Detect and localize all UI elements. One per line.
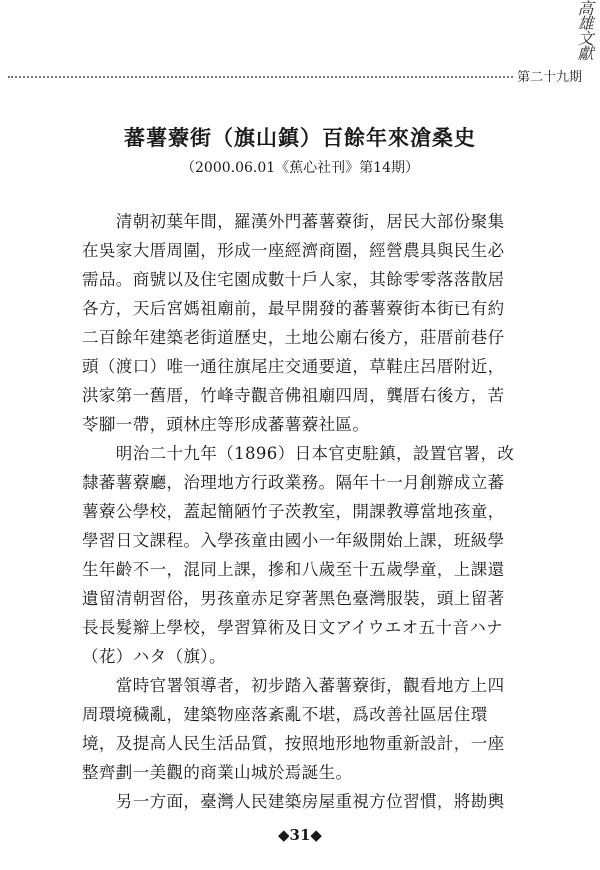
- journal-calligraphy-logo: 高雄文獻: [575, 0, 594, 60]
- body-line: 各方，天后宮媽祖廟前，最早開發的蕃薯藔街本街已有約: [82, 299, 505, 318]
- article-source: （2000.06.01《蕉心社刊》第14期）: [181, 160, 419, 176]
- body-line: 二百餘年建築老街道歷史，土地公廟右後方，莊厝前巷仔: [82, 328, 505, 347]
- body-line: （花）ハタ（旗）。: [82, 647, 226, 666]
- body-line: 明治二十九年（1896）日本官吏駐鎮，設置官署，改: [82, 444, 515, 463]
- body-line: 遺留清朝習俗，男孩童赤足穿著黑色臺灣服裝，頭上留著: [82, 589, 505, 608]
- page-number: ◆31◆: [278, 826, 322, 844]
- body-line: 周環境穢亂，建築物座落紊亂不堪，爲改善社區居住環: [82, 705, 488, 724]
- header-dotted-rule: [8, 76, 513, 78]
- body-line: 在吳家大厝周圍，形成一座經濟商圈，經營農具與民生必: [82, 241, 505, 260]
- body-line: 需品。商號以及住宅園成數十戶人家，其餘零零落落散居: [82, 270, 505, 289]
- article-body: [82, 207, 522, 816]
- article-title: 蕃薯藔街（旗山鎮）百餘年來滄桑史: [124, 125, 476, 150]
- body-line: 另一方面，臺灣人民建築房屋重視方位習慣，將勘輿: [82, 792, 505, 811]
- body-line: 苓腳一帶，頭林庄等形成蕃薯藔社區。: [82, 415, 370, 434]
- body-line: 學習日文課程。入學孩童由國小一年級開始上課，班級學: [82, 531, 505, 550]
- body-line: 生年齡不一，混同上課，摻和八歲至十五歲學童，上課還: [82, 560, 505, 579]
- body-line: 清朝初葉年間，羅漢外門蕃薯藔街，居民大部份聚集: [82, 212, 505, 231]
- body-line: 長長髮辮上學校，學習算術及日文アイウエオ五十音ハナ: [82, 618, 504, 637]
- body-line: 境，及提高人民生活品質，按照地形地物重新設計，一座: [82, 734, 505, 753]
- body-line: 當時官署領導者，初步踏入蕃薯藔街，觀看地方上四: [82, 676, 505, 695]
- body-line: 頭（渡口）唯一通往旗尾庄交通要道，草鞋庄呂厝附近，: [82, 357, 505, 376]
- body-line: 隸蕃薯藔廳，治理地方行政業務。隔年十一月創辦成立蕃: [82, 473, 505, 492]
- body-line: 洪家第一舊厝，竹峰寺觀音佛祖廟四周，龔厝右後方，苦: [82, 386, 505, 405]
- issue-label: 第二十九期: [517, 70, 583, 85]
- body-line: 薯藔公學校，蓋起簡陋竹子茨教室，開課教導當地孩童，: [82, 502, 505, 521]
- body-line: 整齊劃一美觀的商業山城於焉誕生。: [82, 763, 353, 782]
- page-header: [0, 0, 600, 110]
